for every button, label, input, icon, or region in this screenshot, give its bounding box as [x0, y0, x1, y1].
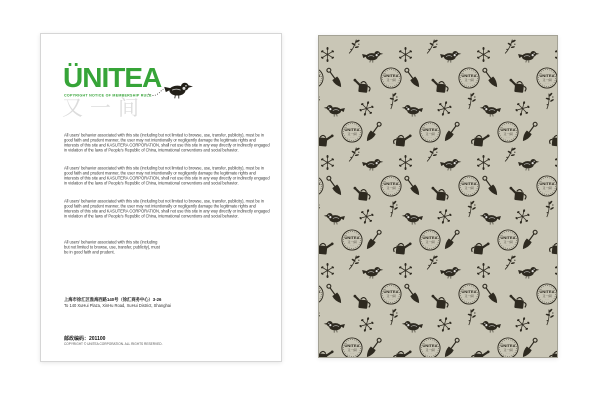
watering-can-icon — [549, 349, 557, 357]
unitea-badge-icon — [498, 230, 518, 250]
unitea-badge-icon — [459, 68, 479, 88]
shovel-icon — [403, 283, 422, 305]
terms-paragraph-short — [64, 240, 162, 270]
watering-can-icon — [430, 79, 449, 93]
twig-icon — [466, 92, 478, 109]
bird-icon — [518, 51, 539, 63]
bird-icon — [362, 267, 383, 279]
twig-icon — [427, 146, 438, 163]
shovel-icon — [403, 175, 422, 197]
watering-can-icon — [508, 187, 527, 201]
address-block — [64, 297, 264, 320]
unitea-badge-icon — [342, 122, 362, 142]
shovel-icon — [442, 337, 461, 357]
address-en: To 140 XuHui Plaza, XinHu Road, XuHui District, Shanghai — [64, 303, 171, 308]
address-zh: 上海市徐汇区淮海西路140号（徐汇商务中心）3-26 — [64, 297, 162, 302]
bird-icon — [362, 51, 383, 63]
bird-icon — [480, 213, 501, 225]
unitea-badge-icon — [381, 284, 401, 304]
copyright-notice-page — [40, 33, 282, 362]
tagline: COPYRIGHT NOTICE OF MEMBERSHIP RULE — [64, 93, 152, 98]
twig-icon — [544, 92, 556, 109]
blossom-icon — [436, 315, 453, 333]
bird-icon — [480, 105, 501, 117]
footer-block — [64, 336, 264, 357]
bird-icon — [440, 51, 461, 63]
blossom-icon — [399, 263, 413, 278]
unitea-badge-icon — [342, 338, 362, 357]
unitea-badge-icon — [319, 176, 323, 196]
terms-text: All users' behavior associated with this site (including but not limited to browse, use, transfer, publicity), must be in good faith and prudent manner, the user may not intentionally or negligently damage the legitimate rights and interests of this site and KASUTERA CORPORATION, shall not use this site in any way directly or indirectly engaged in violation of the laws of People's Republic of China, international conventions and social behavior. — [64, 199, 270, 219]
blossom-icon — [358, 207, 375, 225]
blossom-icon — [321, 155, 335, 170]
twig-icon — [349, 254, 360, 271]
twig-icon — [466, 308, 478, 325]
blossom-icon — [477, 47, 491, 62]
unitea-badge-icon — [537, 68, 557, 88]
shovel-icon — [364, 337, 383, 357]
terms-text: All users' behavior associated with this site (including but not limited to browse, use, transfer, publicity), must be in good faith and prudent. — [64, 240, 160, 255]
shovel-icon — [520, 337, 539, 357]
blossom-icon — [514, 315, 531, 333]
unitea-badge-icon — [459, 284, 479, 304]
bird-icon — [324, 321, 345, 333]
terms-text: All users' behavior associated with this site (including but not limited to browse, use, transfer, publicity), must be in good faith and prudent manner, the user may not intentionally or negligently damage the legitimate rights and interests of this site and KASUTERA CORPORATION, shall not use this site in any way directly or indirectly engaged in violation of the laws of People's Republic of China, international conventions and social behavior. — [64, 166, 270, 186]
unitea-badge-icon — [381, 68, 401, 88]
twig-icon — [544, 308, 556, 325]
unitea-badge-icon — [537, 284, 557, 304]
bird-icon — [324, 105, 345, 117]
unitea-badge-icon — [459, 176, 479, 196]
shovel-icon — [481, 283, 500, 305]
twig-icon — [319, 200, 322, 217]
watering-can-icon — [393, 349, 412, 357]
blossom-icon — [477, 263, 491, 278]
twig-icon — [544, 200, 556, 217]
brand-logo: ÜNITEA — [63, 62, 162, 93]
shovel-icon — [520, 121, 539, 143]
pattern-page — [318, 35, 558, 358]
unitea-badge-icon — [537, 176, 557, 196]
blossom-icon — [477, 155, 491, 170]
shovel-icon — [364, 229, 383, 251]
shovel-icon — [403, 67, 422, 89]
twig-icon — [505, 38, 516, 55]
watering-can-icon — [393, 133, 412, 147]
twig-icon — [466, 200, 478, 217]
blossom-icon — [358, 315, 375, 333]
bird-icon — [362, 159, 383, 171]
watering-can-icon — [352, 187, 371, 201]
blossom-icon — [514, 99, 531, 117]
motif-pattern — [319, 36, 557, 357]
twig-icon — [388, 92, 400, 109]
unitea-badge-icon — [420, 338, 440, 357]
blossom-icon — [555, 47, 557, 62]
bird-icon — [402, 321, 423, 333]
watering-can-icon — [319, 133, 334, 147]
bird-icon — [518, 267, 539, 279]
watering-can-icon — [319, 349, 334, 357]
blossom-icon — [321, 47, 335, 62]
watering-can-icon — [352, 79, 371, 93]
blossom-icon — [399, 155, 413, 170]
unitea-badge-icon — [420, 230, 440, 250]
shovel-icon — [481, 175, 500, 197]
blossom-icon — [399, 47, 413, 62]
twig-icon — [319, 308, 322, 325]
bird-icon — [440, 159, 461, 171]
twig-icon — [427, 254, 438, 271]
twig-icon — [349, 38, 360, 55]
shovel-icon — [325, 67, 344, 89]
unitea-badge-icon — [498, 122, 518, 142]
twig-icon — [349, 146, 360, 163]
twig-icon — [505, 254, 516, 271]
watering-can-icon — [549, 241, 557, 255]
watering-can-icon — [471, 349, 490, 357]
unitea-badge-icon — [319, 284, 323, 304]
blossom-icon — [436, 99, 453, 117]
shovel-icon — [364, 121, 383, 143]
bird-icon — [518, 159, 539, 171]
shovel-icon — [481, 67, 500, 89]
postal-code: 邮政编码：201100 — [64, 336, 106, 342]
bird-icon — [324, 213, 345, 225]
blossom-icon — [436, 207, 453, 225]
unitea-badge-icon — [381, 176, 401, 196]
watering-can-icon — [393, 241, 412, 255]
twig-icon — [388, 308, 400, 325]
unitea-badge-icon — [420, 122, 440, 142]
cjk-title: 又一间 — [62, 97, 146, 120]
blossom-icon — [555, 263, 557, 278]
watering-can-icon — [471, 241, 490, 255]
watering-can-icon — [471, 133, 490, 147]
watering-can-icon — [430, 187, 449, 201]
shovel-icon — [442, 121, 461, 143]
blossom-icon — [321, 263, 335, 278]
copyright-line: COPYRIGHT © UNITEA CORPORATION. ALL RIGHTS RESERVED. — [64, 342, 163, 346]
unitea-badge-icon — [498, 338, 518, 357]
terms-paragraph-3 — [64, 199, 270, 239]
shovel-icon — [325, 283, 344, 305]
watering-can-icon — [352, 295, 371, 309]
shovel-icon — [325, 175, 344, 197]
blossom-icon — [514, 207, 531, 225]
bird-icon — [402, 213, 423, 225]
watering-can-icon — [508, 79, 527, 93]
shovel-icon — [520, 229, 539, 251]
unitea-badge-icon — [342, 230, 362, 250]
watering-can-icon — [508, 295, 527, 309]
bird-icon — [402, 105, 423, 117]
terms-text: All users' behavior associated with this site (including but not limited to browse, use, transfer, publicity), must be in good faith and prudent manner, the user may not intentionally or negligently damage the legitimate rights and interests of this site and KASUTERA CORPORATION, shall not use this site in any way directly or indirectly engaged in violation of the laws of People's Republic of China, international conventions and social behavior. — [64, 133, 270, 153]
blossom-icon — [555, 155, 557, 170]
watering-can-icon — [319, 241, 334, 255]
twig-icon — [427, 38, 438, 55]
bird-icon — [440, 267, 461, 279]
twig-icon — [388, 200, 400, 217]
twig-icon — [319, 92, 322, 109]
watering-can-icon — [430, 295, 449, 309]
blossom-icon — [358, 99, 375, 117]
shovel-icon — [442, 229, 461, 251]
bird-icon — [480, 321, 501, 333]
unitea-badge-icon — [319, 68, 323, 88]
watering-can-icon — [549, 133, 557, 147]
twig-icon — [505, 146, 516, 163]
